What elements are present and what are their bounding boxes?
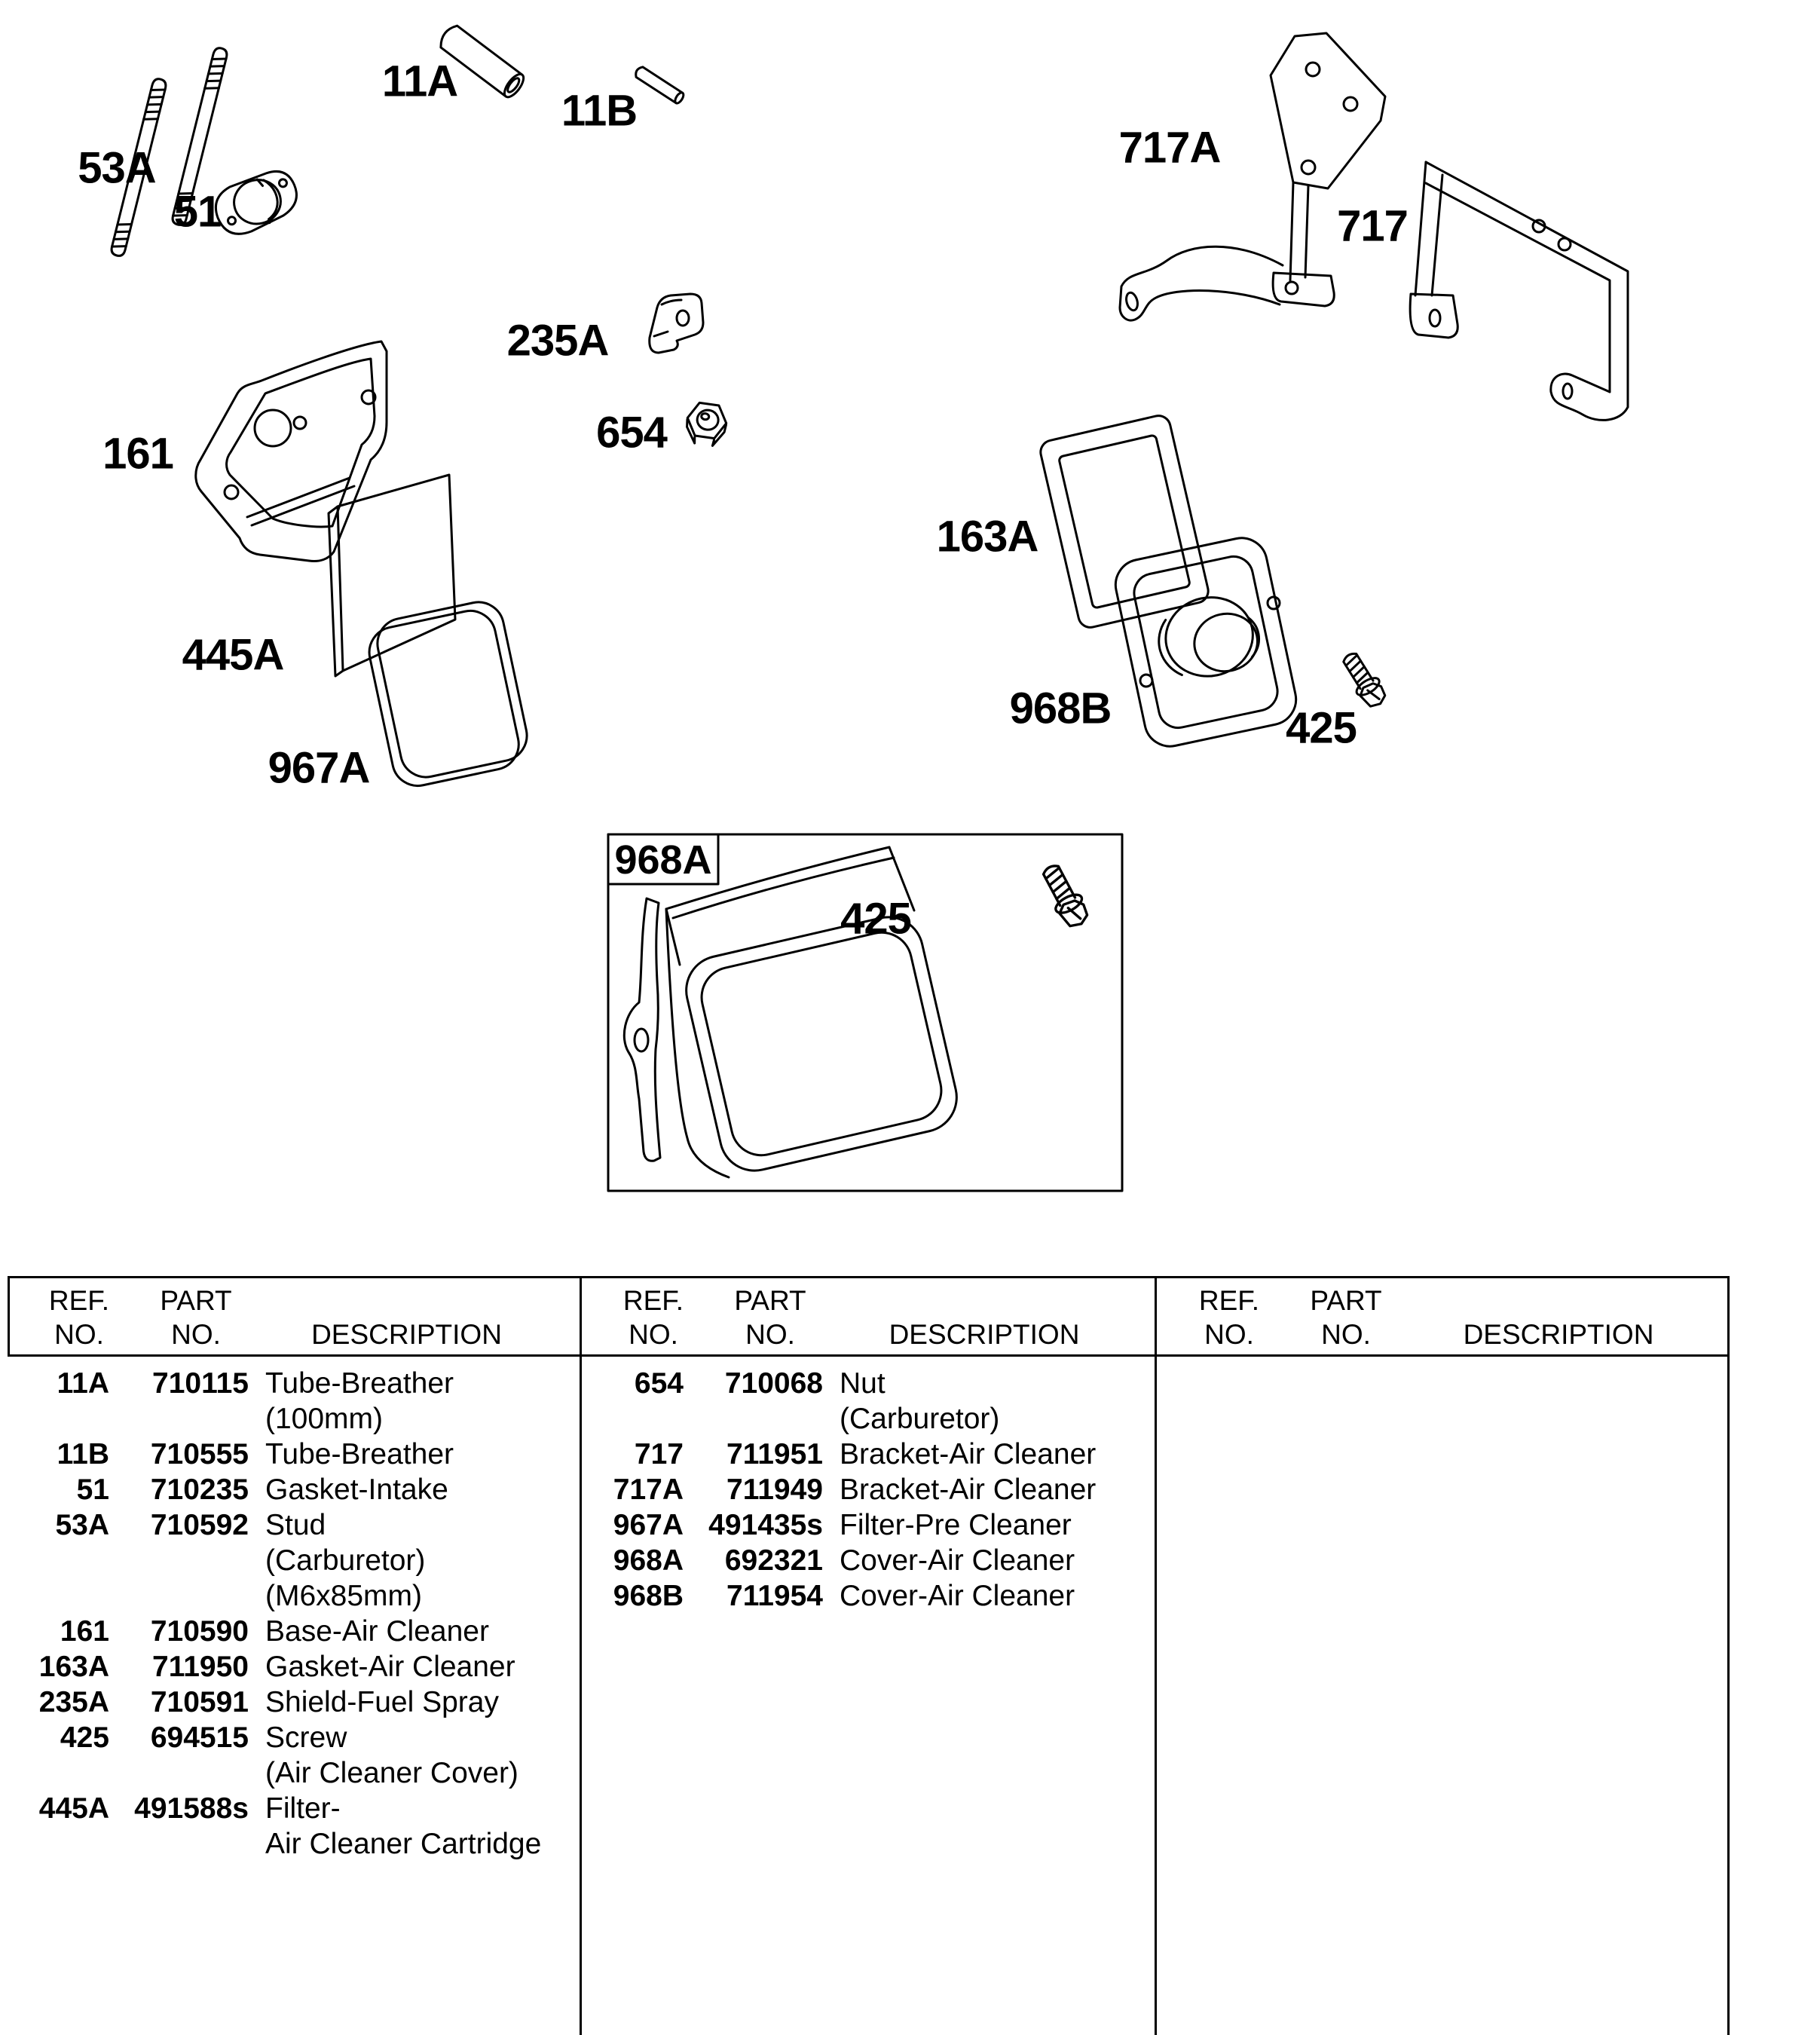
callout-445a: 445A [182, 630, 284, 680]
description: Screw [265, 1721, 347, 1754]
ref-no: 717 [634, 1438, 684, 1470]
description: (Carburetor) [265, 1544, 426, 1577]
description: (Carburetor) [840, 1403, 1000, 1435]
part-shield-fuel-spray-235a [650, 294, 703, 353]
table-row [582, 1472, 1153, 1507]
table-divider-2 [1155, 1276, 1157, 2035]
part-filter-pre-cleaner-967a [363, 598, 533, 791]
header-description: DESCRIPTION [311, 1319, 502, 1350]
header-description: DESCRIPTION [1463, 1319, 1654, 1350]
part-no: 710235 [150, 1473, 249, 1506]
callout-425-right: 425 [1286, 703, 1357, 753]
description: (M6x85mm) [265, 1580, 423, 1612]
part-no [109, 1578, 249, 1614]
table-row [8, 1826, 572, 1862]
table-body-group-2 [582, 1366, 1153, 1614]
cover-968a-frame [608, 834, 1122, 1191]
description: Shield-Fuel Spray [265, 1686, 499, 1718]
ref-no: 967A [613, 1509, 684, 1541]
ref-no: 425 [60, 1721, 109, 1754]
header-description: DESCRIPTION [889, 1319, 1080, 1350]
part-cover-air-cleaner-968b [1111, 534, 1301, 751]
ref-no: 654 [634, 1367, 684, 1400]
part-no: 711950 [152, 1651, 249, 1683]
part-no: 710592 [150, 1509, 249, 1541]
table-header-group-1 [8, 1284, 572, 1351]
ref-no [8, 1401, 109, 1437]
description: Tube-Breather [265, 1367, 454, 1400]
table-row [8, 1578, 572, 1614]
part-tube-breather-11b [634, 66, 685, 105]
description: Tube-Breather [265, 1438, 454, 1470]
header-part-no: PART NO. [1310, 1285, 1382, 1350]
ref-no [8, 1826, 109, 1862]
part-no: 710591 [150, 1686, 249, 1718]
ref-no [8, 1755, 109, 1791]
description: Base-Air Cleaner [265, 1615, 489, 1648]
part-no: 694515 [150, 1721, 249, 1754]
part-gasket-intake-51 [210, 167, 304, 239]
part-base-air-cleaner-161 [196, 341, 387, 562]
table-row [8, 1685, 572, 1720]
callout-53a: 53A [78, 143, 156, 193]
part-nut-654 [684, 402, 729, 448]
part-screw-425-box [1037, 861, 1093, 932]
table-row [582, 1507, 1153, 1543]
description: Air Cleaner Cartridge [265, 1828, 542, 1860]
part-no: 711949 [726, 1473, 823, 1506]
callout-425-box: 425 [840, 894, 911, 944]
table-header-group-3 [1158, 1284, 1726, 1351]
table-row [8, 1507, 572, 1543]
table-row [8, 1437, 572, 1472]
table-row [582, 1578, 1153, 1614]
description: (100mm) [265, 1403, 384, 1435]
table-header-rule [8, 1354, 1729, 1357]
ref-no: 51 [76, 1473, 109, 1506]
table-row [8, 1366, 572, 1401]
ref-no: 163A [38, 1651, 109, 1683]
description: Filter- [265, 1792, 341, 1825]
table-row [8, 1649, 572, 1685]
part-screw-425-right [1338, 648, 1390, 711]
part-no: 710555 [150, 1438, 249, 1470]
part-no [109, 1755, 249, 1791]
table-row [8, 1791, 572, 1826]
callout-235a: 235A [506, 316, 609, 366]
ref-no: 445A [38, 1792, 109, 1825]
description: Gasket-Intake [265, 1473, 448, 1506]
callout-968a: 968A [614, 837, 712, 883]
callout-654: 654 [596, 408, 667, 457]
part-no: 711951 [726, 1438, 823, 1470]
callout-11b: 11B [561, 86, 638, 136]
table-header-group-2 [582, 1284, 1153, 1351]
part-no [109, 1543, 249, 1578]
description: Nut [840, 1367, 886, 1400]
table-right-rule [1727, 1276, 1730, 2035]
callout-161: 161 [102, 429, 173, 479]
header-part-no: PART NO. [734, 1285, 806, 1350]
part-no: 710115 [152, 1367, 249, 1400]
table-row [8, 1755, 572, 1791]
callout-11a: 11A [381, 57, 458, 106]
table-row [582, 1437, 1153, 1472]
ref-no [582, 1401, 684, 1437]
description: Cover-Air Cleaner [840, 1580, 1075, 1612]
ref-no: 161 [60, 1615, 109, 1648]
description: (Air Cleaner Cover) [265, 1757, 518, 1789]
ref-no [8, 1578, 109, 1614]
callout-717: 717 [1337, 201, 1408, 251]
ref-no [8, 1543, 109, 1578]
callout-163a: 163A [936, 512, 1038, 562]
header-ref-no: REF. NO. [48, 1285, 110, 1350]
ref-no: 968A [613, 1544, 684, 1577]
description: Stud [265, 1509, 326, 1541]
callout-968b: 968B [1009, 684, 1112, 733]
part-no: 491435s [708, 1509, 823, 1541]
callout-717a: 717A [1118, 123, 1221, 173]
callout-967a: 967A [268, 743, 370, 793]
part-no: 491588s [134, 1792, 249, 1825]
header-ref-no: REF. NO. [622, 1285, 684, 1350]
table-row [8, 1614, 572, 1649]
part-bracket-air-cleaner-717 [1410, 162, 1628, 420]
table-row [8, 1543, 572, 1578]
part-no: 710590 [150, 1615, 249, 1648]
ref-no: 11A [57, 1367, 109, 1400]
table-row [582, 1401, 1153, 1437]
part-filter-cartridge-445a [329, 475, 455, 676]
description: Cover-Air Cleaner [840, 1544, 1075, 1577]
table-row [8, 1401, 572, 1437]
part-bracket-air-cleaner-717a [1120, 33, 1385, 320]
description: Bracket-Air Cleaner [840, 1438, 1097, 1470]
ref-no: 968B [613, 1580, 684, 1612]
part-no: 711954 [726, 1580, 823, 1612]
header-ref-no: REF. NO. [1198, 1285, 1260, 1350]
part-no: 710068 [724, 1367, 823, 1400]
table-row [8, 1472, 572, 1507]
description: Bracket-Air Cleaner [840, 1473, 1097, 1506]
table-row [582, 1543, 1153, 1578]
table-body-group-1 [8, 1366, 572, 1862]
part-no: 692321 [724, 1544, 823, 1577]
ref-no: 11B [57, 1438, 109, 1470]
part-no [684, 1401, 823, 1437]
ref-no: 53A [55, 1509, 109, 1541]
ref-no: 717A [613, 1473, 684, 1506]
table-top-rule [8, 1276, 1729, 1278]
part-no [109, 1401, 249, 1437]
part-no [109, 1826, 249, 1862]
part-cover-air-cleaner-968a [624, 847, 963, 1177]
part-gasket-air-cleaner-163a [1038, 413, 1211, 629]
table-row [582, 1366, 1153, 1401]
description: Filter-Pre Cleaner [840, 1509, 1072, 1541]
description: Gasket-Air Cleaner [265, 1651, 515, 1683]
ref-no: 235A [38, 1686, 109, 1718]
header-part-no: PART NO. [160, 1285, 232, 1350]
table-row [8, 1720, 572, 1755]
callout-51: 51 [173, 187, 222, 237]
